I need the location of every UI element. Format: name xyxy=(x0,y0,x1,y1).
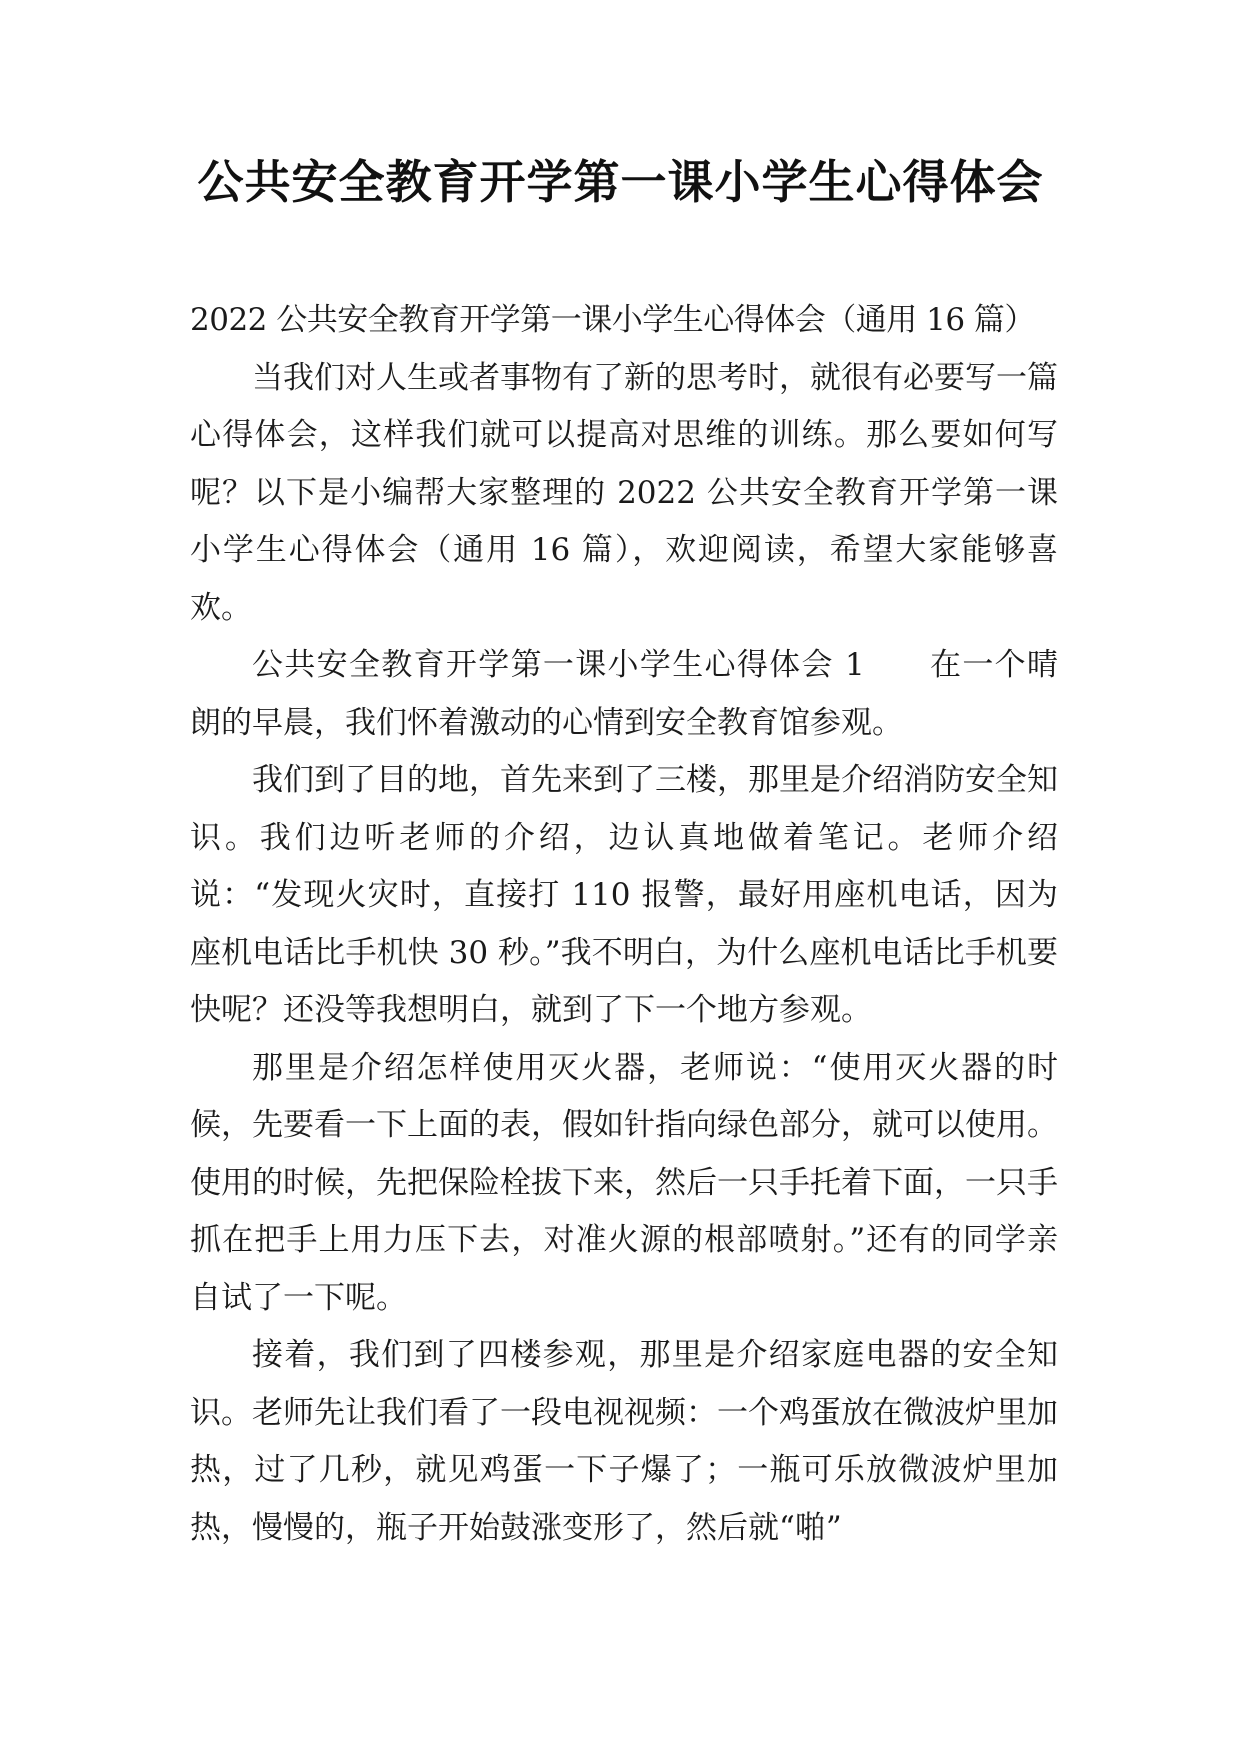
document-body xyxy=(190,292,1058,1557)
body-paragraph: 接着，我们到了四楼参观，那里是介绍家庭电器的安全知识。老师先让我们看了一段电视视频：一个鸡蛋放在微波炉里加热，过了几秒，就见鸡蛋一下子爆了；一瓶可乐放微波炉里加热，慢慢的，瓶子开始鼓涨变形了，然后就“啪” xyxy=(190,1337,1058,1546)
body-paragraph: 我们到了目的地，首先来到了三楼，那里是介绍消防安全知识。我们边听老师的介绍，边认真地做着笔记。老师介绍说：“发现火灾时，直接打 110 报警，最好用座机电话，因为座机电话比手机快 30 秒。”我不明白，为什么座机电话比手机要快呢？还没等我想明白，就到了下一个地方参观。 xyxy=(190,762,1058,1028)
document-title: 公共安全教育开学第一课小学生心得体会 xyxy=(197,155,1044,209)
intro-paragraph: 当我们对人生或者事物有了新的思考时，就很有必要写一篇心得体会，这样我们就可以提高对思维的训练。那么要如何写呢？以下是小编帮大家整理的 2022 公共安全教育开学第一课小学生心得体会（通用 16 篇），欢迎阅读，希望大家能够喜欢。 xyxy=(190,359,1058,626)
section-heading: 公共安全教育开学第一课小学生心得体会 1 xyxy=(252,647,865,683)
section-lead: 在一个晴朗的早晨，我们怀着激动的心情到安全教育馆参观。 xyxy=(190,647,1059,741)
body-paragraph: 那里是介绍怎样使用灭火器，老师说：“使用灭火器的时候，先要看一下上面的表，假如针指向绿色部分，就可以使用。使用的时候，先把保险栓拔下来，然后一只手托着下面，一只手抓在把手上用力压下去，对准火源的根部喷射。”还有的同学亲自试了一下呢。 xyxy=(190,1049,1058,1316)
section-1-paragraph xyxy=(190,637,1058,752)
document-subtitle: 2022 公共安全教育开学第一课小学生心得体会（通用 16 篇） xyxy=(190,302,1035,338)
